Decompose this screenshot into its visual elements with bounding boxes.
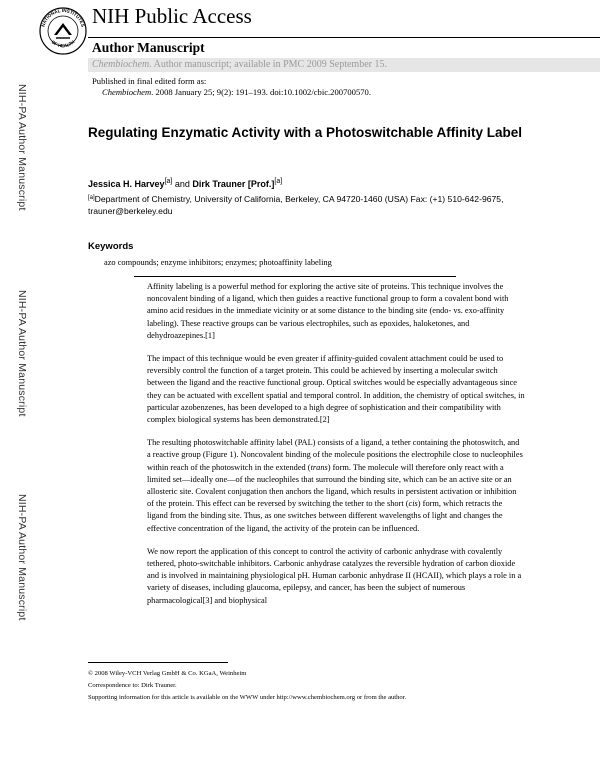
svg-text:OF HEALTH: OF HEALTH <box>50 39 76 49</box>
article-body <box>147 281 525 618</box>
band-availability: Author manuscript; available in PMC 2009 September 15. <box>151 59 387 70</box>
correspondence-note: Correspondence to: Dirk Trauner. <box>88 682 177 689</box>
footnote-rule <box>88 662 228 663</box>
author-line <box>88 178 282 190</box>
cis-term: cis <box>408 499 418 509</box>
paragraph-4: We now report the application of this concept to control the activity of carbonic anhydrase with covalently tethered, photo-switchable inhibitors. Carbonic anhydrase catalyzes the reversible hydration of carbon dioxide and is involved in maintaining physiological pH. Human carbonic anhydrase II (HCAII), which plays a role in a variety of diseases, including glaucoma, epilepsy, and cancer, has been the subject of numerous pharmacological[3] and biophysical <box>147 546 522 605</box>
paragraph-3 <box>147 437 525 535</box>
affiliation <box>88 193 528 217</box>
band-journal: Chembiochem. <box>92 59 152 70</box>
nih-public-access-title: NIH Public Access <box>92 4 252 28</box>
abstract-rule <box>134 276 456 277</box>
paragraph-1: Affinity labeling is a powerful method for exploring the active site of proteins. This technique involves the noncovalent binding of a ligand, which then guides a reactive functional group to form a covalent bond with amino acid residues in the immediate vicinity or at some distance to the binding site (endo- vs. exo-affinity labeling). These reactive groups can be various electrophiles, such as epoxides, haloketones, and dehydroazepines.[1] <box>147 282 509 340</box>
author-conjunction: and <box>172 179 193 189</box>
svg-text:NATIONAL INSTITUTES: NATIONAL INSTITUTES <box>40 7 86 28</box>
citation-journal: Chembiochem <box>102 87 152 97</box>
nih-seal-logo <box>38 6 88 56</box>
affil-text: Department of Chemistry, University of California, Berkeley, CA 94720-1460 (USA) Fax: (+1) 510-642-9675, trauner@berkeley.edu <box>88 194 504 216</box>
header-rule <box>88 37 600 38</box>
supporting-info-note: Supporting information for this article is available on the WWW under http://www.chembiochem.org or from the author. <box>88 694 407 701</box>
availability-note <box>92 59 387 71</box>
author-2-affil-mark: [a] <box>274 178 283 185</box>
keywords-heading: Keywords <box>88 241 134 252</box>
copyright-note: © 2008 Wiley-VCH Verlag GmbH & Co. KGaA, Weinheim <box>88 670 247 677</box>
affil-mark: [a] <box>88 195 95 201</box>
footnotes <box>88 668 406 704</box>
citation <box>92 87 371 98</box>
author-2: Dirk Trauner [Prof.] <box>192 179 275 189</box>
citation-details: . 2008 January 25; 9(2): 191–193. doi:10.1002/cbic.200700570. <box>151 87 372 97</box>
article-title: Regulating Enzymatic Activity with a Photoswitchable Affinity Label <box>88 125 523 140</box>
trans-term: trans <box>310 462 328 472</box>
keywords-list: azo compounds; enzyme inhibitors; enzymes; photoaffinity labeling <box>104 258 332 267</box>
publication-info <box>92 76 371 98</box>
paragraph-3-part-c: ) form, which retracts the ligand from the binding site. Thus, as one switches between different wavelengths of light and changes the effective concentration of the ligand, the activity of the protein can be influenced. <box>147 499 503 533</box>
author-manuscript-label: Author Manuscript <box>92 40 205 55</box>
paragraph-2: The impact of this technique would be even greater if affinity-guided covalent attachment could be used to reversibly control the function of a target protein. This could be achieved by inserting a molecular switch between the ligand and the reactive functional group. Optical switches would be especially advantageous since they can be actuated with excellent spatial and temporal control. In addition, the chemistry of optical switches, in particular azobenzenes, has been developed to a high degree of sophistication and their compatibility with complex biological systems has been demonstrated.[2] <box>147 354 525 425</box>
paragraph-3-part-a: The resulting photoswitchable affinity label (PAL) consists of a ligand, a tether containing the photoswitch, and a reactive group (Figure 1). Noncovalent binding of the molecule positions the electrophile close to nucleophiles within reach of the photoswitch in the extended ( <box>147 438 523 472</box>
sidebar-label-2: NIH-PA Author Manuscript <box>16 290 28 417</box>
sidebar-label-1: NIH-PA Author Manuscript <box>16 84 28 211</box>
published-line: Published in final edited form as: <box>92 76 207 86</box>
paragraph-3-part-b: ) form. The molecule will therefore only react with a limited set—ideally one—of the nucleophiles that surround the binding site, which can be an active site or an allosteric site. Covalent conjugation then anchors the ligand, which results in persistent activation or inhibition of the protein. This effect can be reversed by switching the tether to the short ( <box>147 462 517 509</box>
author-1: Jessica H. Harvey <box>88 179 165 189</box>
sidebar-label-3: NIH-PA Author Manuscript <box>16 494 28 621</box>
author-1-affil-mark: [a] <box>164 178 173 185</box>
